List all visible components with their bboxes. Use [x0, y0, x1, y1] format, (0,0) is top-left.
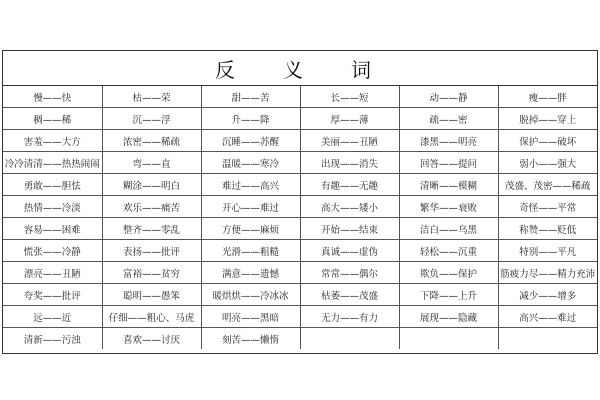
antonym-pair-cell: 明亮——黑暗 [201, 306, 300, 328]
antonym-pair-cell: 瘦——胖 [498, 86, 597, 108]
antonym-pair-cell: 开心——难过 [201, 196, 300, 218]
empty-cell [399, 328, 498, 350]
antonym-pair-cell: 高兴——难过 [498, 306, 597, 328]
antonym-pair-cell: 弱小——强大 [498, 152, 597, 174]
antonym-pair-cell: 洁白——乌黑 [399, 218, 498, 240]
table-row [3, 108, 597, 130]
antonym-pair-cell: 刻苦——懒惰 [201, 328, 300, 350]
antonym-pair-cell: 清晰——模糊 [399, 174, 498, 196]
antonym-pair-cell: 甜——苦 [201, 86, 300, 108]
antonym-pair-cell: 轻松——沉重 [399, 240, 498, 262]
antonym-pair-cell: 表扬——批评 [102, 240, 201, 262]
table-row [3, 130, 597, 152]
antonym-table-body [3, 86, 597, 349]
antonym-pair-cell: 方便——麻烦 [201, 218, 300, 240]
antonym-pair-cell: 浓密——稀疏 [102, 130, 201, 152]
antonym-pair-cell: 冷冷清清——热热闹闹 [3, 152, 102, 174]
antonym-pair-cell: 光滑——粗糙 [201, 240, 300, 262]
antonym-pair-cell: 糊涂——明白 [102, 174, 201, 196]
sheet-title: 反 义 词 [3, 51, 597, 86]
antonym-pair-cell: 欺负——保护 [399, 262, 498, 284]
table-row [3, 174, 597, 196]
antonym-pair-cell: 喜欢——讨厌 [102, 328, 201, 350]
antonym-pair-cell: 下降——上升 [399, 284, 498, 306]
antonym-pair-cell: 弯——直 [102, 152, 201, 174]
antonym-pair-cell: 富裕——贫穷 [102, 262, 201, 284]
antonym-pair-cell: 沉睡——苏醒 [201, 130, 300, 152]
antonym-pair-cell: 脱掉——穿上 [498, 108, 597, 130]
antonym-pair-cell: 满意——遗憾 [201, 262, 300, 284]
antonym-pair-cell: 回答——提问 [399, 152, 498, 174]
antonym-pair-cell: 真诚——虚伪 [300, 240, 399, 262]
table-row [3, 152, 597, 174]
antonym-pair-cell: 称赞——贬低 [498, 218, 597, 240]
antonym-pair-cell: 难过——高兴 [201, 174, 300, 196]
antonym-pair-cell: 奇怪——平常 [498, 196, 597, 218]
antonym-pair-cell: 稠——稀 [3, 108, 102, 130]
antonym-pair-cell: 整齐——零乱 [102, 218, 201, 240]
antonym-pair-cell: 慌张——冷静 [3, 240, 102, 262]
antonym-pair-cell: 慢——快 [3, 86, 102, 108]
antonym-pair-cell: 茂盛、茂密——稀疏 [498, 174, 597, 196]
antonym-pair-cell: 远——近 [3, 306, 102, 328]
antonym-pair-cell: 温暖——寒冷 [201, 152, 300, 174]
empty-cell [300, 328, 399, 350]
antonym-pair-cell: 暖烘烘——冷冰冰 [201, 284, 300, 306]
antonym-pair-cell: 开始——结束 [300, 218, 399, 240]
antonym-pair-cell: 沉——浮 [102, 108, 201, 130]
antonym-pair-cell: 热情——冷淡 [3, 196, 102, 218]
antonym-pair-cell: 仔细——粗心、马虎 [102, 306, 201, 328]
antonym-table [3, 86, 597, 349]
table-row [3, 262, 597, 284]
antonym-pair-cell: 繁华——衰败 [399, 196, 498, 218]
table-row [3, 306, 597, 328]
antonym-pair-cell: 常常——偶尔 [300, 262, 399, 284]
antonym-pair-cell: 漂亮——丑陋 [3, 262, 102, 284]
table-row [3, 284, 597, 306]
table-row [3, 218, 597, 240]
antonym-pair-cell: 保护——破坏 [498, 130, 597, 152]
antonym-pair-cell: 夸奖——批评 [3, 284, 102, 306]
antonym-pair-cell: 长——短 [300, 86, 399, 108]
antonym-pair-cell: 升——降 [201, 108, 300, 130]
empty-cell [498, 328, 597, 350]
table-row [3, 240, 597, 262]
antonym-pair-cell: 动——静 [399, 86, 498, 108]
antonym-pair-cell: 枯萎——茂盛 [300, 284, 399, 306]
antonym-pair-cell: 聪明——愚笨 [102, 284, 201, 306]
antonym-pair-cell: 高大——矮小 [300, 196, 399, 218]
antonym-pair-cell: 疏——密 [399, 108, 498, 130]
antonym-pair-cell: 厚——薄 [300, 108, 399, 130]
antonym-pair-cell: 筋疲力尽——精力充沛 [498, 262, 597, 284]
antonym-pair-cell: 无力——有力 [300, 306, 399, 328]
antonym-pair-cell: 清新——污浊 [3, 328, 102, 350]
table-row [3, 86, 597, 108]
antonym-pair-cell: 欢乐——痛苦 [102, 196, 201, 218]
antonym-pair-cell: 出现——消失 [300, 152, 399, 174]
antonym-pair-cell: 漆黑——明亮 [399, 130, 498, 152]
table-row [3, 196, 597, 218]
antonym-pair-cell: 枯——荣 [102, 86, 201, 108]
antonym-pair-cell: 容易——困难 [3, 218, 102, 240]
antonym-sheet [2, 50, 598, 354]
antonym-pair-cell: 美丽——丑陋 [300, 130, 399, 152]
antonym-pair-cell: 害羞——大方 [3, 130, 102, 152]
table-row [3, 328, 597, 350]
antonym-pair-cell: 减少——增多 [498, 284, 597, 306]
antonym-pair-cell: 勇敢——胆怯 [3, 174, 102, 196]
antonym-pair-cell: 特别——平凡 [498, 240, 597, 262]
antonym-pair-cell: 展现——隐藏 [399, 306, 498, 328]
antonym-pair-cell: 有趣——无趣 [300, 174, 399, 196]
